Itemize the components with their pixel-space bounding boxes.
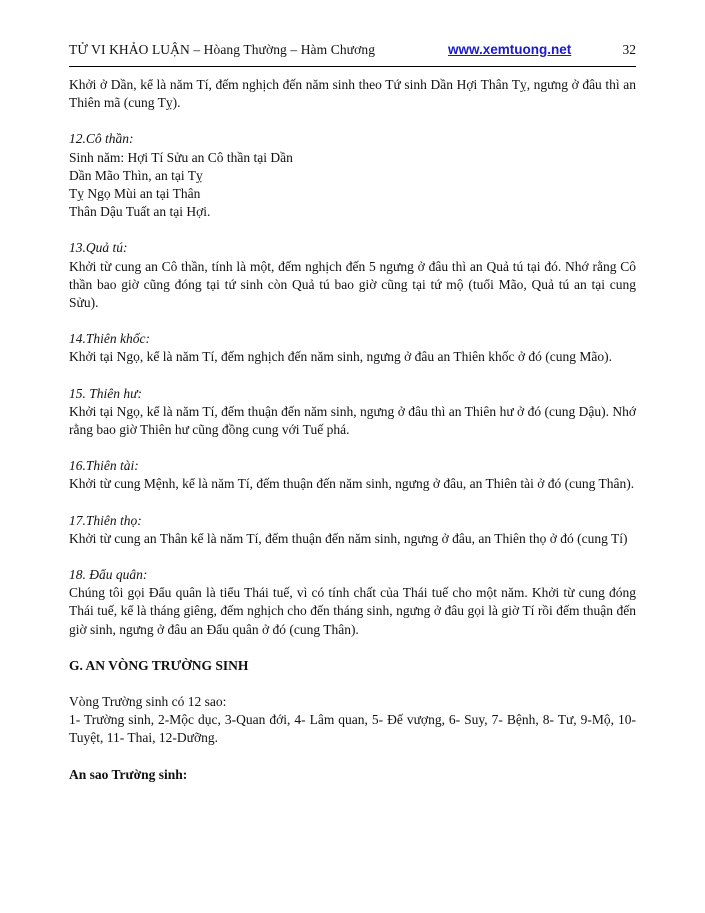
section-12-line: Sinh năm: Hợi Tí Sửu an Cô thần tại Dần [69,149,293,165]
section-15-text: Khởi tại Ngọ, kể là năm Tí, đếm thuận đến năm sinh, ngưng ở đâu thì an Thiên hư ở đó (cung Dậu). Nhớ rằng bao giờ Thiên hư cũng đồng cung với Tuế phá. [69,403,636,438]
section-17-heading: 17.Thiên thọ: [69,512,142,528]
section-15-heading: 15. Thiên hư: [69,385,142,401]
section-17-text: Khởi từ cung an Thân kể là năm Tí, đếm thuận đến năm sinh, ngưng ở đâu, an Thiên thọ ở đó (cung Tí) [69,530,628,546]
header-rule [69,66,636,67]
section-12-line: Tỵ Ngọ Mùi an tại Thân [69,186,201,202]
book-title: TỬ VI KHẢO LUẬN – Hòang Thường – Hàm Chương [69,42,376,57]
section-g-star-list: 1- Trường sinh, 2-Mộc dục, 3-Quan đới, 4- Lâm quan, 5- Đế vượng, 6- Suy, 7- Bệnh, 8- Tư, 9-Mộ, 10- Tuyệt, 11- Thai, 12-Dưỡng. [69,712,636,746]
section-13-text: Khởi từ cung an Cô thần, tính là một, đếm nghịch đến 5 ngưng ở đâu thì an Quả tú tại đó. Nhớ rằng Cô thần bao giờ cũng đóng tại tứ sinh còn Quả tú bao giờ cũng tại tứ mộ (tuổi Mão, Quả tú an tại cung Sửu). [69,258,636,311]
section-12-line: Dần Mão Thìn, an tại Tỵ [69,167,203,183]
section-16-text: Khởi từ cung Mệnh, kể là năm Tí, đếm thuận đến năm sinh, ngưng ở đâu, an Thiên tài ở đó (cung Thân). [69,476,635,492]
page-header [69,42,636,62]
section-16-heading: 16.Thiên tài: [69,458,139,474]
page-body [69,76,636,784]
section-g-heading: G. AN VÒNG TRƯỜNG SINH [69,657,249,673]
section-12-line: Thân Dậu Tuất an tại Hợi. [69,204,211,220]
intro-paragraph: Khởi ở Dần, kể là năm Tí, đếm nghịch đến năm sinh theo Tứ sinh Dần Hợi Thân Tỵ, ngưng ở đâu thì an Thiên mã (cung Tỵ). [69,77,636,111]
section-g-intro: Vòng Trường sinh có 12 sao: [69,694,227,710]
section-g-subheading: An sao Trường sinh: [69,766,188,782]
section-14-text: Khởi tại Ngọ, kể là năm Tí, đếm nghịch đến năm sinh, ngưng ở đâu an Thiên khốc ở đó (cung Mão). [69,349,613,365]
section-13-heading: 13.Quả tú: [69,240,128,256]
section-18-text: Chúng tôi gọi Đẩu quân là tiểu Thái tuế, vì có tính chất của Thái tuế cho một năm. Khởi từ cung đóng Thái tuế, kể là tháng giêng, đếm nghịch cho đến tháng sinh, ngưng ở đâu gọi là giờ Tí rồi đếm thuận đến giờ sinh, ngưng ở đâu an Đẩu quân ở đó (cung Thân). [69,585,636,637]
section-18-heading: 18. Đẩu quân: [69,567,148,583]
page-number: 32 [622,42,636,57]
website-link[interactable]: www.xemtuong.net [448,42,572,57]
section-12-heading: 12.Cô thần: [69,131,134,147]
section-14-heading: 14.Thiên khốc: [69,331,150,347]
